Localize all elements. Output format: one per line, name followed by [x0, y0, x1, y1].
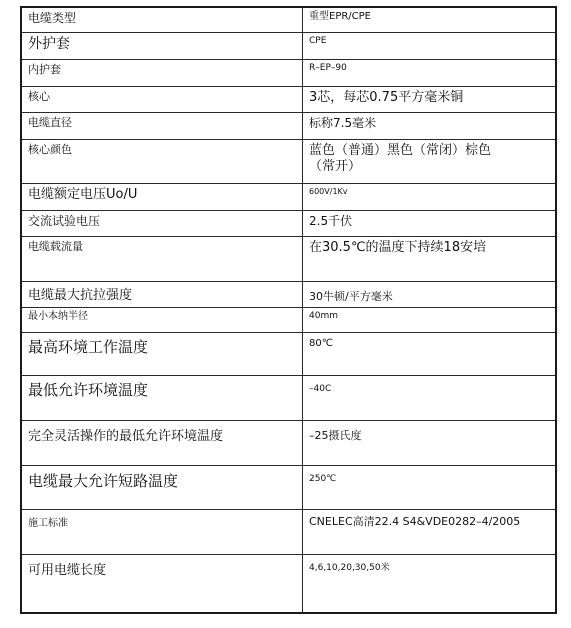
cable-spec-table [22, 8, 555, 612]
row-label: 电缆最大抗拉强度 [22, 281, 303, 307]
row-value: 4,6,10,20,30,50米 [303, 554, 556, 612]
row-label: 电缆最大允许短路温度 [22, 465, 303, 509]
row-value: 30牛顿/平方毫米 [303, 281, 556, 307]
row-value: 标称7.5毫米 [303, 112, 556, 139]
row-value: 重型EPR/CPE [303, 8, 556, 32]
table-row [22, 281, 555, 307]
table-row [22, 112, 555, 139]
row-value: CPE [303, 32, 556, 59]
row-label: 电缆额定电压Uo/U [22, 183, 303, 210]
table-row [22, 509, 555, 554]
table-row [22, 210, 555, 236]
row-label: 外护套 [22, 32, 303, 59]
row-value-cell [303, 139, 556, 183]
row-value: 2.5千伏 [303, 210, 556, 236]
row-label: 电缆载流量 [22, 236, 303, 281]
table-row [22, 236, 555, 281]
table-row [22, 420, 555, 465]
row-value: 600V/1Kv [303, 183, 556, 210]
row-label: 核心 [22, 86, 303, 112]
table-row [22, 307, 555, 332]
row-label: 内护套 [22, 59, 303, 86]
spec-sheet [20, 6, 557, 614]
table-row [22, 183, 555, 210]
table-row [22, 139, 555, 183]
row-value: R–EP–90 [303, 59, 556, 86]
row-value: 在30.5℃的温度下持续18安培 [303, 236, 556, 281]
row-value: 80℃ [303, 332, 556, 375]
row-value: 蓝色（普通）黑色（常闭）棕色（常开） [309, 142, 492, 174]
row-value: 3芯，每芯0.75平方毫米铜 [303, 86, 556, 112]
row-label: 最高环境工作温度 [22, 332, 303, 375]
row-value: –25摄氏度 [303, 420, 556, 465]
table-row [22, 332, 555, 375]
row-label: 电缆直径 [22, 112, 303, 139]
row-value: CNELEC高清22.4 S4&VDE0282–4/2005 [303, 509, 556, 554]
table-row [22, 8, 555, 32]
table-row [22, 86, 555, 112]
table-row [22, 554, 555, 612]
row-value: 40mm [303, 307, 556, 332]
row-label: 电缆类型 [22, 8, 303, 32]
table-row [22, 375, 555, 420]
row-value: 250℃ [303, 465, 556, 509]
table-row [22, 465, 555, 509]
row-label: 最低允许环境温度 [22, 375, 303, 420]
row-label: 完全灵活操作的最低允许环境温度 [22, 420, 303, 465]
row-label: 核心颜色 [22, 139, 303, 183]
row-label: 可用电缆长度 [22, 554, 303, 612]
row-label: 最小本纳半径 [22, 307, 303, 332]
row-label: 施工标准 [22, 509, 303, 554]
table-row [22, 59, 555, 86]
row-label: 交流试验电压 [22, 210, 303, 236]
table-row [22, 32, 555, 59]
row-value: –40C [303, 375, 556, 420]
